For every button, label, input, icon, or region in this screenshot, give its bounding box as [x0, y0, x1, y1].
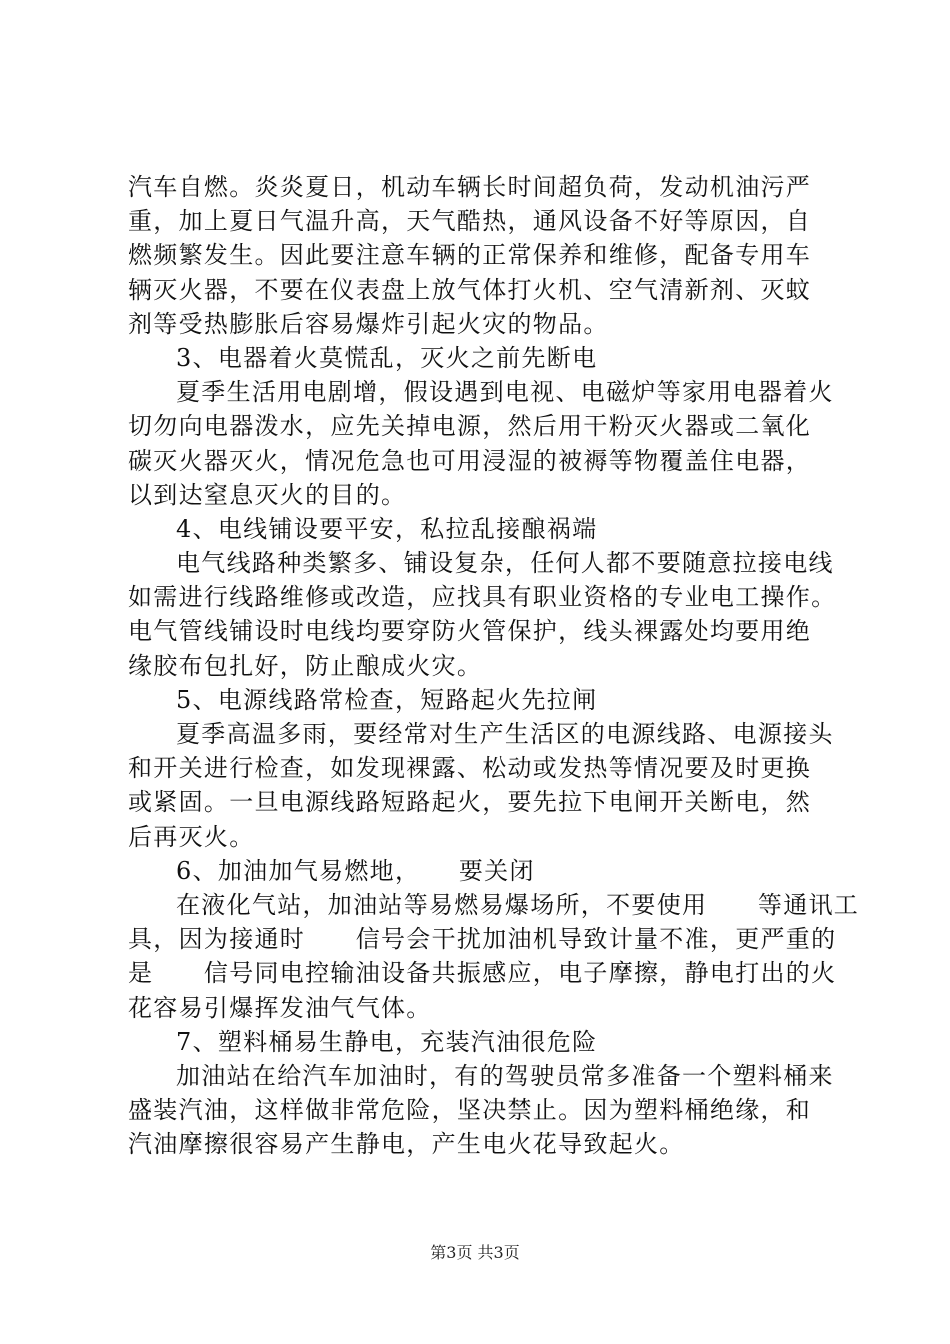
text-line: 具，因为接通时 信号会干扰加油机导致计量不准，更严重的 [128, 925, 837, 954]
text-line: 切勿向电器泼水，应先关掉电源，然后用干粉灭火器或二氧化 [128, 412, 812, 441]
text-line: 以到达窒息灭火的目的。 [128, 480, 407, 509]
text-line: 6、加油加气易燃地， 要关闭 [176, 856, 535, 885]
text-line: 汽车自燃。炎炎夏日，机动车辆长时间超负荷，发动机油污严 [128, 173, 812, 201]
text-line: 在液化气站，加油站等易燃易爆场所，不要使用 等通讯工 [176, 890, 860, 919]
text-line: 电气线路种类繁多、铺设复杂，任何人都不要随意拉接电线 [176, 549, 834, 578]
text-line: 电气管线铺设时电线均要穿防火管保护，线头裸露处均要用绝 [128, 617, 812, 646]
text-line: 汽油摩擦很容易产生静电，产生电火花导致起火。 [128, 1130, 685, 1159]
text-line: 夏季生活用电剧增，假设遇到电视、电磁炉等家用电器着火 [176, 378, 834, 407]
text-line: 加油站在给汽车加油时，有的驾驶员常多准备一个塑料桶来 [176, 1061, 834, 1090]
document-body [128, 170, 860, 1161]
page-footer: 第3页 共3页 [430, 1243, 520, 1262]
text-line: 花容易引爆挥发油气气体。 [128, 993, 432, 1022]
text-line: 后再灭火。 [128, 822, 255, 851]
text-line: 7、塑料桶易生静电，充装汽油很危险 [176, 1027, 598, 1056]
text-line: 4、电线铺设要平安，私拉乱接酿祸端 [176, 514, 598, 543]
text-line: 缘胶布包扎好，防止酿成火灾。 [128, 651, 483, 680]
text-line: 或紧固。一旦电源线路短路起火，要先拉下电闸开关断电，然 [128, 788, 812, 817]
text-line: 碳灭火器灭火，情况危急也可用浸湿的被褥等物覆盖住电器， [128, 446, 812, 475]
text-line: 燃频繁发生。因此要注意车辆的正常保养和维修，配备专用车 [128, 241, 812, 270]
text-line: 3、电器着火莫慌乱，灭火之前先断电 [176, 343, 598, 372]
text-line: 辆灭火器，不要在仪表盘上放气体打火机、空气清新剂、灭蚊 [128, 275, 812, 304]
text-line: 和开关进行检查，如发现裸露、松动或发热等情况要及时更换 [128, 754, 812, 783]
text-line: 盛装汽油，这样做非常危险，坚决禁止。因为塑料桶绝缘，和 [128, 1096, 812, 1125]
text-line: 剂等受热膨胀后容易爆炸引起火灾的物品。 [128, 309, 609, 338]
text-line: 5、电源线路常检查，短路起火先拉闸 [176, 685, 598, 714]
text-line: 夏季高温多雨，要经常对生产生活区的电源线路、电源接头 [176, 720, 834, 748]
text-line: 重，加上夏日气温升高，天气酷热，通风设备不好等原因，自 [128, 207, 812, 236]
text-line: 是 信号同电控输油设备共振感应，电子摩擦，静电打出的火 [128, 959, 837, 988]
text-line: 如需进行线路维修或改造，应找具有职业资格的专业电工操作。 [128, 583, 837, 612]
